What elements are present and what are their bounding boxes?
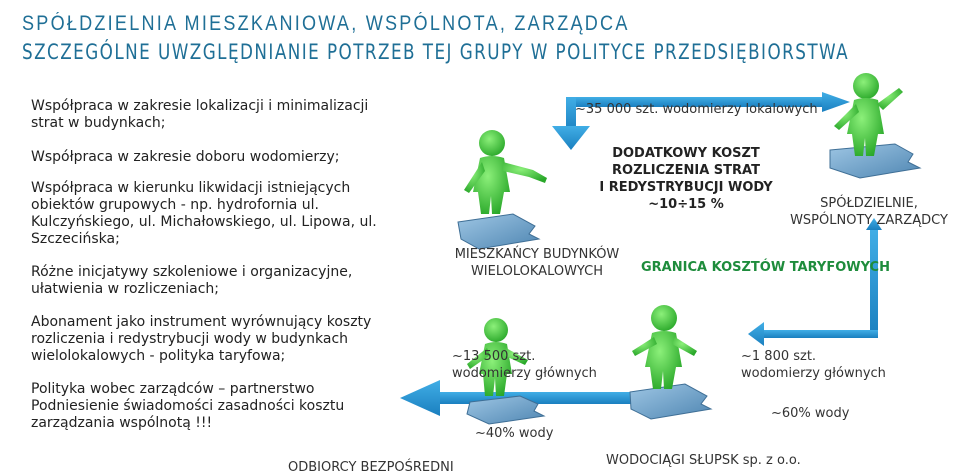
- item-training: Różne inicjatywy szkoleniowe i organizacyjne, ułatwienia w rozliczeniach;: [31, 264, 353, 297]
- left-lower-list: [31, 314, 391, 432]
- extra-cost-line-1: DODATKOWY KOSZT: [612, 146, 760, 161]
- item-awareness: Podniesienie świadomości zasadności kosztu zarządzania wspólnotą !!!: [31, 398, 345, 431]
- right-connector-arrow: [748, 218, 882, 346]
- title-line-2: SZCZEGÓLNE UWZGLĘDNIANIE POTRZEB TEJ GRUPY W POLITYCE PRZEDSIĘBIORSTWA: [22, 40, 850, 64]
- tariff-border-label: GRANICA KOSZTÓW TARYFOWYCH: [641, 260, 890, 275]
- left-upper-list: [31, 98, 411, 298]
- utility-company-label: WODOCIĄGI SŁUPSK sp. z o.o.: [606, 453, 801, 468]
- upper-arrow: [540, 88, 868, 150]
- item-managers: Polityka wobec zarządców – partnerstwo: [31, 381, 315, 397]
- figure-residents: [458, 130, 547, 249]
- item-meters: Współpraca w zakresie doboru wodomierzy;: [31, 149, 340, 165]
- direct-meters-label: ~13 500 szt. wodomierzy głównych: [452, 349, 597, 381]
- item-location: Współpraca w zakresie lokalizacji i minimalizacji strat w budynkach;: [31, 98, 369, 131]
- item-subscription: Abonament jako instrument wyrównujący koszty rozliczenia i redystrybucji wody w budynkach wielolokalowych - polityka taryfowa;: [31, 314, 372, 364]
- extra-cost-line-2: ROZLICZENIA STRAT: [612, 163, 760, 178]
- utility-water-label: ~60% wody: [771, 406, 850, 421]
- figure-cooperatives: [830, 73, 920, 178]
- item-liquidation: Współpraca w kierunku likwidacji istniejących obiektów grupowych - np. hydrofornia ul. Kulczyńskiego, ul. Michałowskiego, ul. Lipowa, ul. Szczecińska;: [31, 180, 377, 247]
- extra-cost-line-4: ~10÷15 %: [648, 197, 724, 212]
- extra-cost-line-3: I REDYSTRYBUCJI WODY: [599, 180, 773, 195]
- direct-recipients-label: ODBIORCY BEZPOŚREDNI: [288, 460, 454, 475]
- residents-label: MIESZKAŃCY BUDYNKÓW WIELOLOKALOWYCH: [454, 247, 620, 279]
- direct-water-label: ~40% wody: [475, 426, 554, 441]
- cooperatives-label: SPÓŁDZIELNIE, WSPÓLNOTY ZARZĄDCY: [790, 196, 948, 228]
- top-meters-label: ~35 000 szt. wodomierzy lokalowych: [575, 102, 818, 117]
- figure-utility: [630, 305, 711, 419]
- title-line-1: SPÓŁDZIELNIA MIESZKANIOWA, WSPÓLNOTA, ZARZĄDCA: [22, 12, 630, 35]
- extra-cost-box: [596, 145, 776, 213]
- utility-meters-label: ~1 800 szt. wodomierzy głównych: [741, 349, 886, 381]
